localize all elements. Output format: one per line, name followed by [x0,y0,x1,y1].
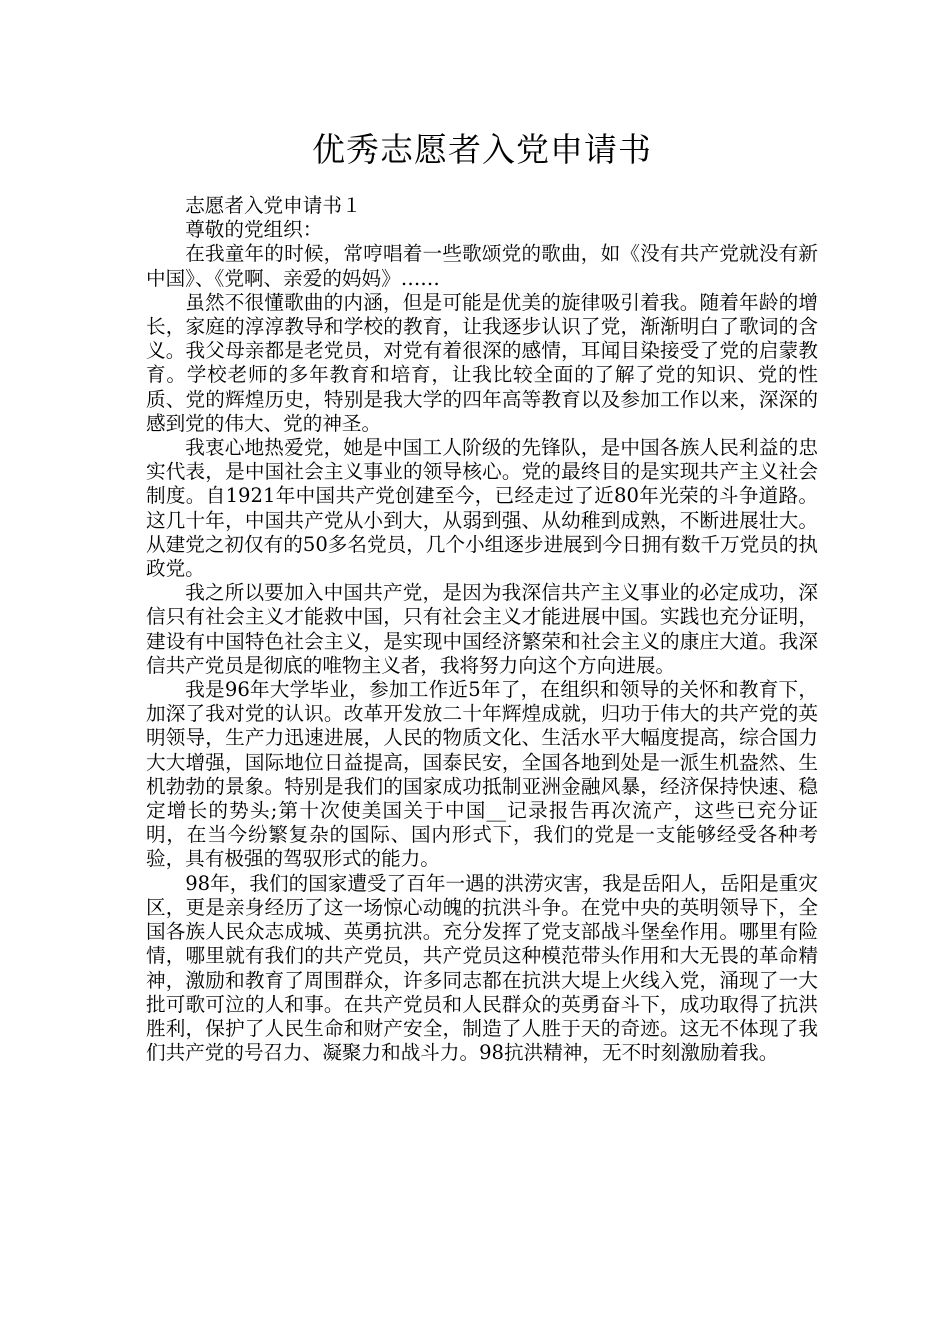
paragraph: 我是96年大学毕业，参加工作近5年了，在组织和领导的关怀和教育下，加深了我对党的认识。改革开发放二十年辉煌成就，归功于伟大的共产党的英明领导，生产力迅速进展，人民的物质文化、生活水平大幅度提高，综合国力大大增强，国际地位日益提高，国泰民安，全国各地到处是一派生机盎然、生机勃勃的景象。特别是我们的国家成功抵制亚洲金融风暴，经济保持快速、稳定增长的势头;第十次使美国关于中国__记录报告再次流产，这些已充分证明，在当今纷繁复杂的国际、国内形式下，我们的党是一支能够经受各种考验，具有极强的驾驭形式的能力。 [146,678,818,871]
paragraph-salutation: 尊敬的党组织： [185,218,323,242]
paragraph: 98年，我们的国家遭受了百年一遇的洪涝灾害，我是岳阳人，岳阳是重灾区，更是亲身经历了这一场惊心动魄的抗洪斗争。在党中央的英明领导下，全国各族人民众志成城、英勇抗洪。充分发挥了党支部战斗堡垒作用。哪里有险情，哪里就有我们的共产党员，共产党员这种模范带头作用和大无畏的革命精神，激励和教育了周围群众，许多同志都在抗洪大堤上火线入党，涌现了一大批可歌可泣的人和事。在共产党员和人民群众的英勇奋斗下，成功取得了抗洪胜利，保护了人民生命和财产安全，制造了人胜于天的奇迹。这无不体现了我们共产党的号召力、凝聚力和战斗力。98抗洪精神，无不时刻激励着我。 [146,871,818,1065]
document-title: 优秀志愿者入党申请书 [312,130,652,169]
paragraph: 虽然不很懂歌曲的内涵，但是可能是优美的旋律吸引着我。随着年龄的增长，家庭的淳淳教导和学校的教育，让我逐步认识了党，渐渐明白了歌词的含义。我父母亲都是老党员，对党有着很深的感情，耳闻目染接受了党的启蒙教育。学校老师的多年教育和培育，让我比较全面的了解了党的知识、党的性质、党的辉煌历史，特别是我大学的四年高等教育以及参加工作以来，深深的感到党的伟大、党的神圣。 [146,290,818,435]
paragraph: 我之所以要加入中国共产党，是因为我深信共产主义事业的必定成功，深信只有社会主义才能救中国，只有社会主义才能进展中国。实践也充分证明，建设有中国特色社会主义，是实现中国经济繁荣和社会主义的康庄大道。我深信共产党员是彻底的唯物主义者，我将努力向这个方向进展。 [146,581,818,677]
paragraph: 在我童年的时候，常哼唱着一些歌颂党的歌曲，如《没有共产党就没有新中国》、《党啊、亲爱的妈妈》…… [146,242,818,290]
document-body [146,194,818,1065]
paragraph: 我衷心地热爱党，她是中国工人阶级的先锋队，是中国各族人民利益的忠实代表，是中国社会主义事业的领导核心。党的最终目的是实现共产主义社会制度。自1921年中国共产党创建至今，已经走过了近80年光荣的斗争道路。这几十年，中国共产党从小到大，从弱到强、从幼稚到成熟，不断进展壮大。从建党之初仅有的50多名党员，几个小组逐步进展到今日拥有数千万党员的执政党。 [146,436,818,581]
document-page [146,128,818,1065]
paragraph-heading: 志愿者入党申请书１ [185,194,362,217]
